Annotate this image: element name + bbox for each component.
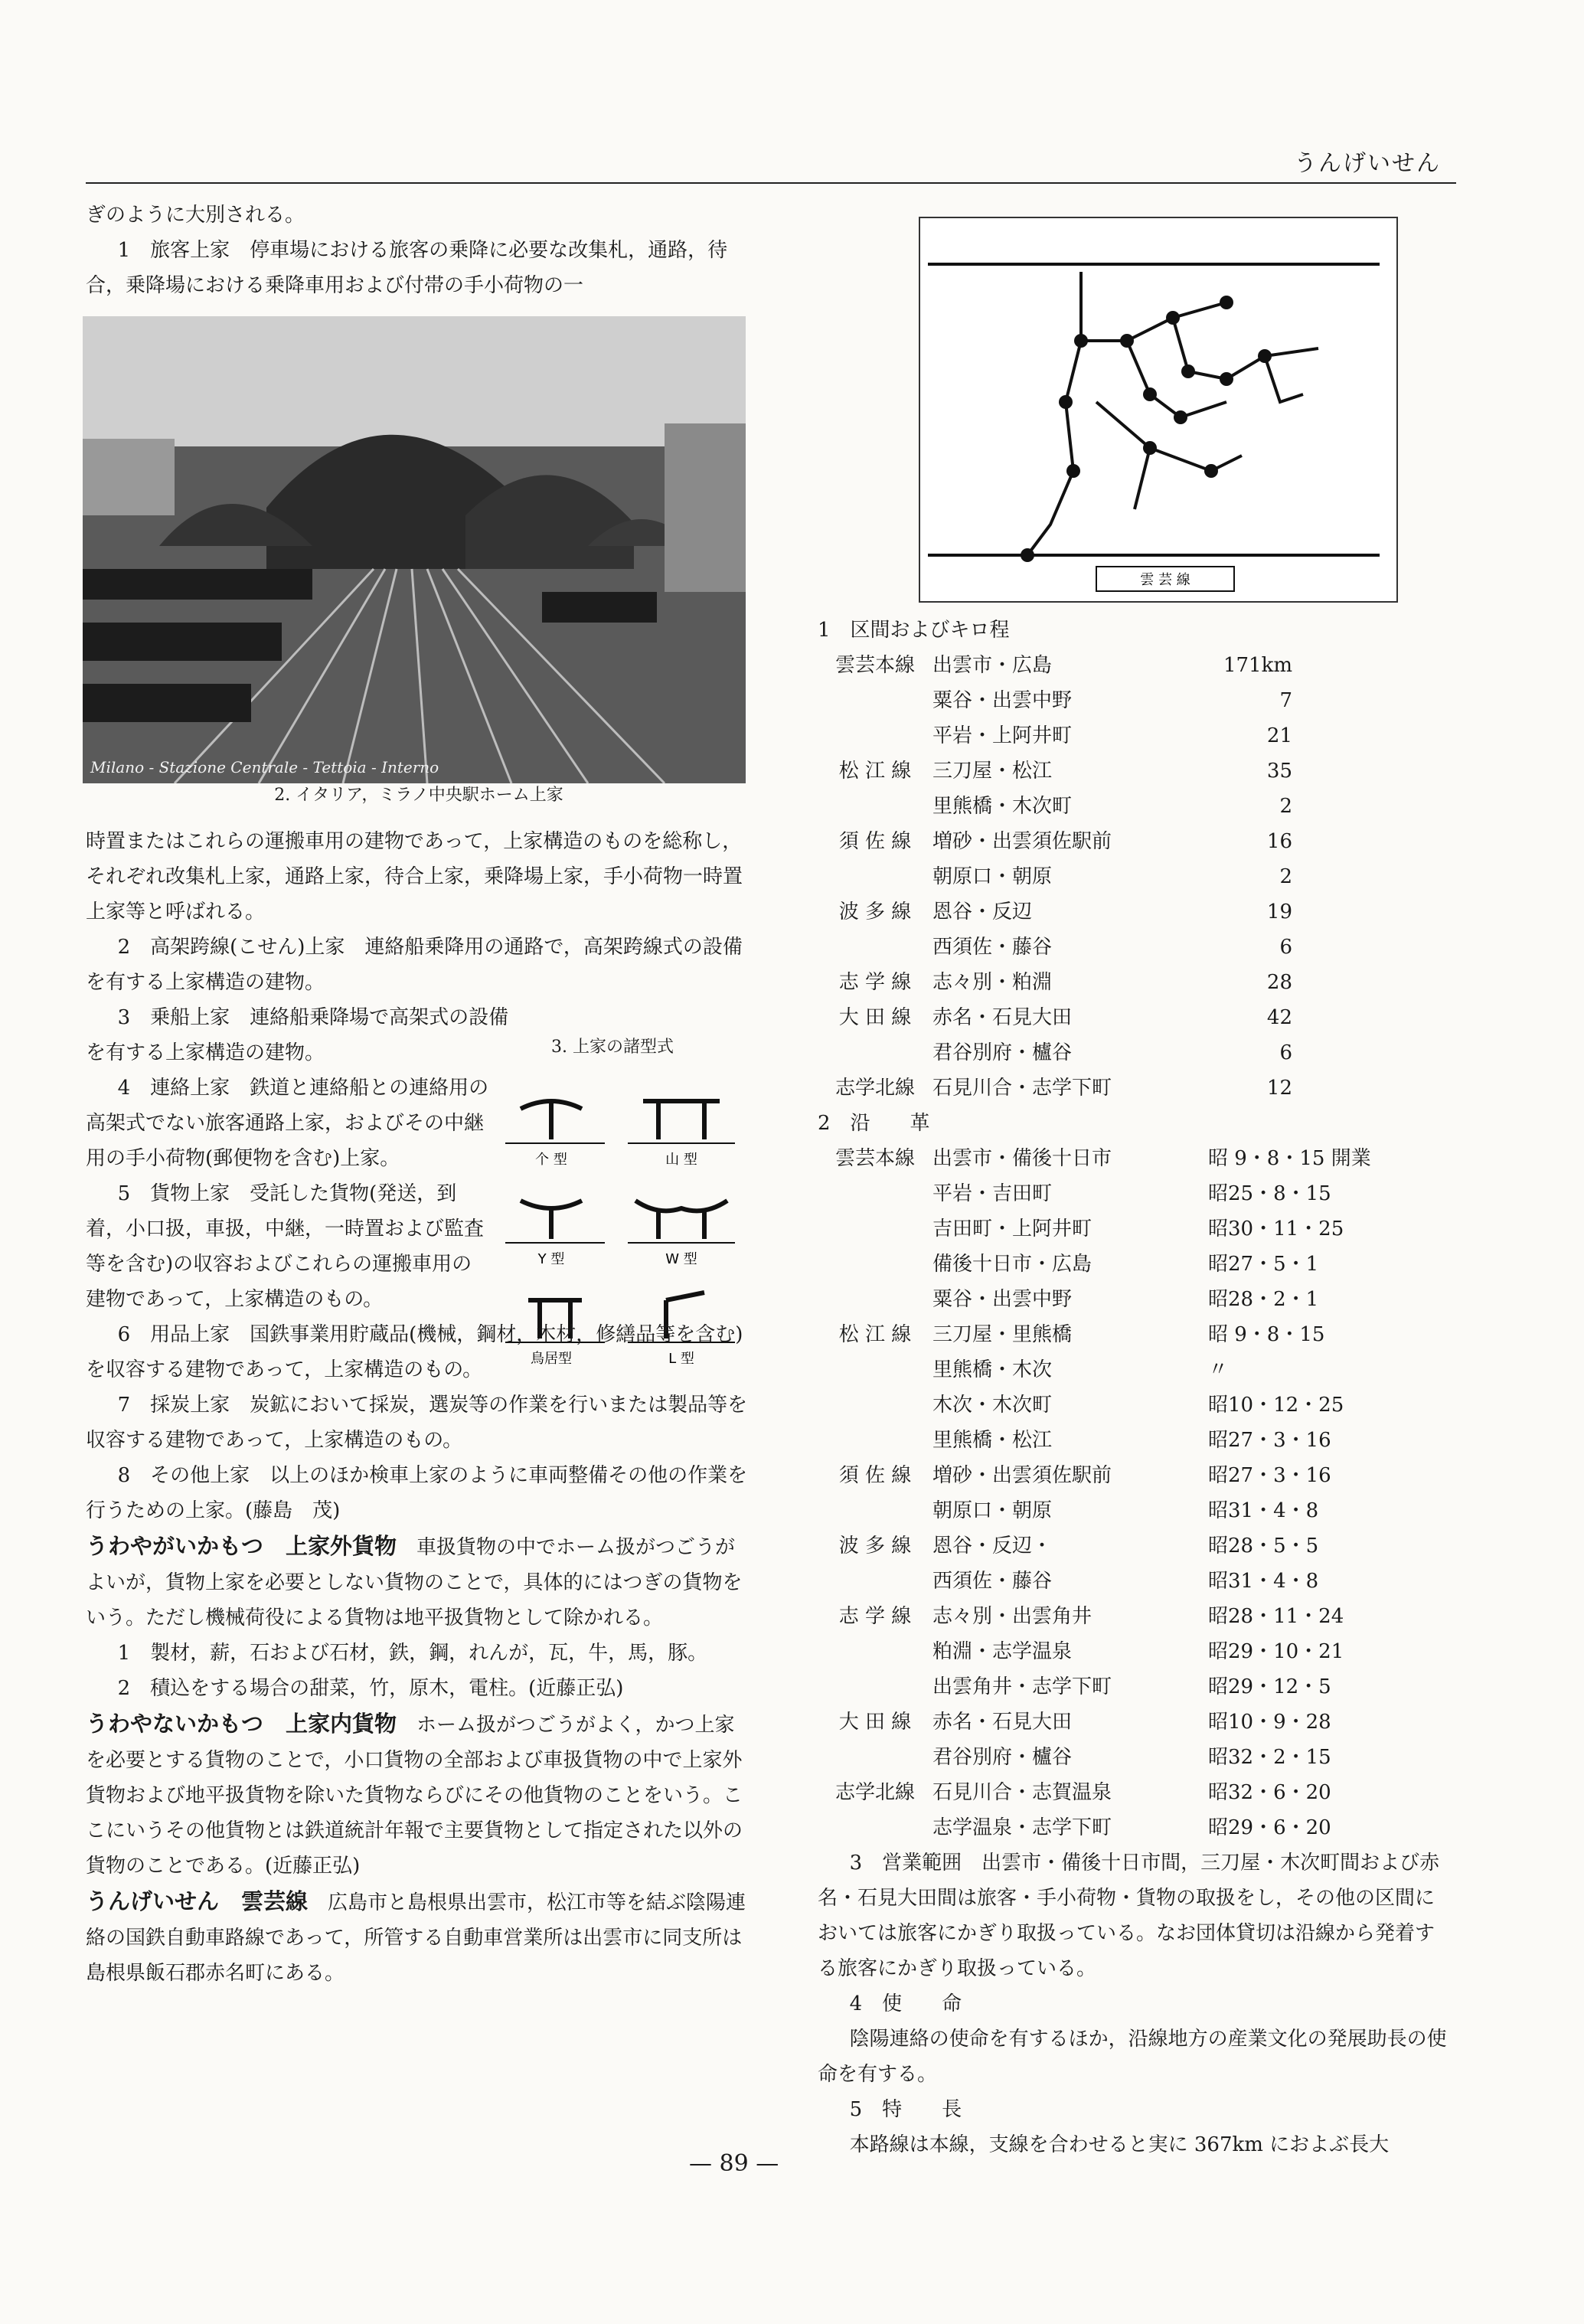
paragraph-8: 8 その他上家 以上のほか検車上家のように車両整備その他の作業を行うための上家。(藤島 茂) — [86, 1464, 748, 1522]
history-section: 西須佐・藤谷 — [932, 1570, 1053, 1593]
history-line-name: 松 江 線 — [838, 1323, 912, 1346]
history-row — [818, 1388, 1453, 1423]
history-line-name — [818, 1810, 932, 1845]
section4: 陰陽連絡の使命を有するほか，沿線地方の産業文化の発展助長の使命を有する。 — [818, 2028, 1447, 2086]
route-map-graphic — [920, 218, 1396, 601]
distance-row — [818, 789, 1453, 824]
history-line-name — [818, 1669, 932, 1705]
history-section: 木次・木次町 — [932, 1394, 1053, 1417]
type-label-4: 鳥居型 — [531, 1351, 572, 1367]
distance-line-name — [818, 789, 932, 824]
left-column — [86, 198, 752, 1991]
history-section: 備後十日市・広島 — [932, 1253, 1092, 1276]
section2-title: 2 沿 革 — [818, 1112, 930, 1135]
distance-line-name: 松 江 線 — [838, 760, 912, 783]
history-row — [818, 1423, 1453, 1458]
type-label-2: Y 型 — [537, 1251, 565, 1267]
history-value: 昭28・5・5 — [1208, 1535, 1319, 1558]
photo-caption: 2. イタリア，ミラノ中央駅ホーム上家 — [274, 786, 563, 805]
photo-spacer — [86, 303, 752, 824]
history-line-name: 志学北線 — [834, 1781, 915, 1804]
distance-row — [818, 718, 1453, 753]
distance-line-name — [818, 859, 932, 894]
history-row — [818, 1176, 1453, 1211]
history-line-name — [818, 1493, 932, 1528]
distance-row — [818, 859, 1453, 894]
distance-value: 19 — [1266, 901, 1292, 923]
history-value: 昭 9・8・15 — [1208, 1323, 1325, 1346]
distance-value: 2 — [1279, 865, 1292, 888]
history-line-name — [818, 1282, 932, 1317]
photo-inscription: Milano - Stazione Centrale - Tettoia - Interno — [90, 758, 439, 776]
distance-section: 君谷別府・櫨谷 — [932, 1041, 1073, 1064]
history-section: 恩谷・反辺・ — [932, 1535, 1053, 1558]
history-row — [818, 1669, 1453, 1705]
distance-row — [818, 894, 1453, 930]
history-line-name — [818, 1176, 932, 1211]
history-row — [818, 1599, 1453, 1634]
distance-line-name — [818, 683, 932, 718]
type-label-5: L 型 — [668, 1351, 694, 1367]
history-section: 三刀屋・里熊橋 — [932, 1323, 1073, 1346]
paragraph-6: 6 用品上家 国鉄事業用貯蔵品(機械，鋼材，木材，修繕品等を含む)を収容する建物であって，上家構造のもの。 — [86, 1323, 743, 1381]
map-label: 雲 芸 線 — [1140, 572, 1190, 588]
history-row — [818, 1493, 1453, 1528]
distance-section: 増砂・出雲須佐駅前 — [932, 830, 1112, 853]
history-value: 昭29・6・20 — [1208, 1816, 1331, 1839]
distance-row — [818, 753, 1453, 789]
history-section: 里熊橋・松江 — [932, 1429, 1053, 1452]
history-value: 昭28・2・1 — [1208, 1288, 1319, 1311]
distance-row — [818, 965, 1453, 1000]
history-section: 粕淵・志学温泉 — [932, 1640, 1073, 1663]
entry-body: 広島市と島根県出雲市，松江市等を結ぶ陰陽連絡の国鉄自動車路線であって，所管する自動車営業所は出雲市に同支所は島根県飯石郡赤名町にある。 — [86, 1891, 746, 1985]
history-section: 出雲角井・志学下町 — [932, 1675, 1112, 1698]
history-row — [818, 1634, 1453, 1669]
history-row — [818, 1740, 1453, 1775]
history-line-name — [818, 1423, 932, 1458]
history-section: 粟谷・出雲中野 — [932, 1288, 1073, 1311]
right-column — [818, 613, 1453, 2162]
section5: 本路線は本線，支線を合わせると実に 367km におよぶ長大 — [849, 2133, 1390, 2156]
entry-body: 車扱貨物の中でホーム扱がつごうがよいが，貨物上家を必要としない貨物のことで，具体的にはつぎの貨物をいう。ただし機械荷役による貨物は地平扱貨物として除かれる。 — [86, 1536, 743, 1629]
distance-section: 三刀屋・松江 — [932, 760, 1053, 783]
distance-value: 12 — [1266, 1077, 1292, 1100]
distance-row — [818, 1000, 1453, 1035]
distance-section: 西須佐・藤谷 — [932, 936, 1053, 959]
section3: 3 営業範囲 出雲市・備後十日市間，三刀屋・木次町間および赤名・石見大田間は旅客・手小荷物・貨物の取扱をし，その他の区間においては旅客にかぎり取扱っている。なお団体貸切は沿線から発着する旅客にかぎり取扱っている。 — [818, 1852, 1440, 1980]
distance-line-name: 波 多 線 — [838, 901, 912, 923]
history-line-name — [818, 1564, 932, 1599]
history-section: 志々別・出雲角井 — [932, 1605, 1092, 1628]
history-line-name: 大 田 線 — [838, 1711, 912, 1734]
entry-item: 1 製材，薪，石および石材，鉄，鋼，れんが，瓦，牛，馬，豚。 — [117, 1642, 708, 1665]
history-section: 志学温泉・志学下町 — [932, 1816, 1112, 1839]
history-line-name — [818, 1352, 932, 1388]
history-line-name — [818, 1388, 932, 1423]
entry-uwayanai — [86, 1706, 752, 1884]
history-value: 昭 9・8・15 開業 — [1208, 1147, 1371, 1170]
history-value: 昭29・12・5 — [1208, 1675, 1331, 1698]
entry-uwayagai — [86, 1528, 752, 1636]
distance-value: 42 — [1266, 1006, 1292, 1029]
history-row — [818, 1211, 1453, 1247]
distance-value: 6 — [1279, 1041, 1292, 1064]
distance-row — [818, 683, 1453, 718]
entry-headword: うわやないかもつ 上家内貨物 — [86, 1711, 397, 1737]
distance-section: 朝原口・朝原 — [932, 865, 1053, 888]
paragraph-5: 5 貨物上家 受託した貨物(発送，到着，小口扱，車扱，中継，一時置および監査等を含む)の収容およびこれらの運搬車用の建物であって，上家構造のもの。 — [86, 1182, 485, 1311]
history-row — [818, 1352, 1453, 1388]
history-row — [818, 1458, 1453, 1493]
history-line-name: 雲芸本線 — [834, 1147, 915, 1170]
history-value: 昭10・12・25 — [1208, 1394, 1344, 1417]
history-line-name — [818, 1634, 932, 1669]
history-value: 昭25・8・15 — [1208, 1182, 1331, 1205]
history-value: 昭32・6・20 — [1208, 1781, 1331, 1804]
history-row — [818, 1705, 1453, 1740]
distance-row — [818, 648, 1453, 683]
type-label-1: 山 型 — [665, 1152, 697, 1168]
distance-line-name — [818, 718, 932, 753]
route-map — [919, 217, 1398, 603]
history-row — [818, 1775, 1453, 1810]
history-row — [818, 1317, 1453, 1352]
entry-headword: うんげいせん 雲芸線 — [86, 1888, 309, 1914]
history-value: 昭31・4・8 — [1208, 1499, 1319, 1522]
type-label-0: 个 型 — [535, 1152, 567, 1168]
paragraph-1-cont: 時置またはこれらの運搬車用の建物であって，上家構造のものを総称し，それぞれ改集札上家，通路上家，待合上家，乗降場上家，手小荷物一時置上家等と呼ばれる。 — [86, 830, 743, 923]
history-value: 昭31・4・8 — [1208, 1570, 1319, 1593]
history-value: 昭28・11・24 — [1208, 1605, 1344, 1628]
distance-section: 粟谷・出雲中野 — [932, 689, 1073, 712]
distance-line-name: 雲芸本線 — [834, 654, 915, 677]
distance-section: 恩谷・反辺 — [932, 901, 1033, 923]
distance-value: 6 — [1279, 936, 1292, 959]
history-value: 昭27・3・16 — [1208, 1464, 1331, 1487]
running-header: うんげいせん — [1294, 150, 1441, 177]
section5-title: 5 特 長 — [849, 2098, 962, 2121]
history-line-name: 須 佐 線 — [838, 1464, 912, 1487]
history-row — [818, 1141, 1453, 1176]
distance-section: 赤名・石見大田 — [932, 1006, 1073, 1029]
history-value: 昭30・11・25 — [1208, 1218, 1344, 1240]
paragraph-7: 7 採炭上家 炭鉱において採炭，選炭等の作業を行いまたは製品等を収容する建物であって，上家構造のもの。 — [86, 1394, 748, 1452]
section4-title: 4 使 命 — [849, 1992, 962, 2015]
history-section: 増砂・出雲須佐駅前 — [932, 1464, 1112, 1487]
history-section: 里熊橋・木次 — [932, 1358, 1053, 1381]
header-rule — [86, 182, 1456, 184]
distance-section: 志々別・粕淵 — [932, 971, 1053, 994]
history-value: 昭29・10・21 — [1208, 1640, 1344, 1663]
history-line-name: 志 学 線 — [838, 1605, 912, 1628]
history-line-name: 波 多 線 — [838, 1535, 912, 1558]
distance-line-name: 志 学 線 — [838, 971, 912, 994]
history-table — [818, 1141, 1453, 1845]
history-section: 赤名・石見大田 — [932, 1711, 1073, 1734]
history-value: 昭32・2・15 — [1208, 1746, 1331, 1769]
entry-ungeisen — [86, 1884, 752, 1991]
history-value: 〃 — [1208, 1358, 1229, 1381]
history-row — [818, 1247, 1453, 1282]
history-line-name — [818, 1740, 932, 1775]
distance-section: 出雲市・広島 — [932, 654, 1053, 677]
page-number: — 89 — — [689, 2150, 779, 2177]
distance-value: 16 — [1266, 830, 1292, 853]
history-row — [818, 1564, 1453, 1599]
history-section: 吉田町・上阿井町 — [932, 1218, 1092, 1240]
distance-value: 171km — [1223, 654, 1292, 677]
distance-value: 2 — [1279, 795, 1292, 818]
history-section: 平岩・吉田町 — [932, 1182, 1053, 1205]
distance-value: 28 — [1266, 971, 1292, 994]
types-caption: 3. 上家の諸型式 — [551, 1038, 674, 1057]
history-value: 昭27・3・16 — [1208, 1429, 1331, 1452]
distance-table — [818, 648, 1453, 1106]
distance-value: 21 — [1266, 724, 1292, 747]
distance-row — [818, 824, 1453, 859]
history-row — [818, 1528, 1453, 1564]
entry-item: 2 積込をする場合の甜菜，竹，原木，電柱。(近藤正弘) — [117, 1677, 624, 1700]
distance-line-name: 志学北線 — [834, 1077, 915, 1100]
history-section: 石見川合・志賀温泉 — [932, 1781, 1112, 1804]
distance-section: 石見川合・志学下町 — [932, 1077, 1112, 1100]
distance-section: 里熊橋・木次町 — [932, 795, 1073, 818]
distance-row — [818, 1035, 1453, 1070]
type-label-3: W 型 — [665, 1251, 697, 1267]
distance-line-name: 大 田 線 — [838, 1006, 912, 1029]
distance-section: 平岩・上阿井町 — [932, 724, 1073, 747]
distance-value: 7 — [1279, 689, 1292, 712]
entry-body: ホーム扱がつごうがよく，かつ上家を必要とする貨物のことで，小口貨物の全部および車扱貨物の中で上家外貨物および地平扱貨物を除いた貨物ならびにその他貨物のことをいう。ここにいうその他貨物とは鉄道統計年報で主要貨物として指定された以外の貨物のことである。(近藤正弘) — [86, 1714, 743, 1878]
history-value: 昭27・5・1 — [1208, 1253, 1319, 1276]
distance-line-name: 須 佐 線 — [838, 830, 912, 853]
history-section: 朝原口・朝原 — [932, 1499, 1053, 1522]
history-row — [818, 1282, 1453, 1317]
history-value: 昭10・9・28 — [1208, 1711, 1331, 1734]
history-line-name — [818, 1211, 932, 1247]
paragraph-4: 4 連絡上家 鉄道と連絡船との連絡用の高架式でない旅客通路上家，およびその中継用の手小荷物(郵便物を含む)上家。 — [86, 1077, 489, 1170]
distance-line-name — [818, 1035, 932, 1070]
intro-line: ぎのように大別される。 — [86, 204, 305, 227]
entry-headword: うわやがいかもつ 上家外貨物 — [86, 1533, 397, 1559]
history-section: 君谷別府・櫨谷 — [932, 1746, 1073, 1769]
paragraph-1: 1 旅客上家 停車場における旅客の乗降に必要な改集札，通路，待合，乗降場における乗降車用および付帯の手小荷物の一 — [86, 239, 728, 297]
section1-title: 1 区間およびキロ程 — [818, 619, 1010, 642]
history-section: 出雲市・備後十日市 — [932, 1147, 1112, 1170]
paragraph-3: 3 乗船上家 連絡船乗降場で高架式の設備を有する上家構造の建物。 — [86, 1006, 509, 1064]
distance-line-name — [818, 930, 932, 965]
history-line-name — [818, 1247, 932, 1282]
distance-row — [818, 1070, 1453, 1106]
history-row — [818, 1810, 1453, 1845]
paragraph-2: 2 高架跨線(こせん)上家 連絡船乗降用の通路で，高架跨線式の設備を有する上家構造の建物。 — [86, 936, 743, 994]
distance-row — [818, 930, 1453, 965]
distance-value: 35 — [1266, 760, 1292, 783]
